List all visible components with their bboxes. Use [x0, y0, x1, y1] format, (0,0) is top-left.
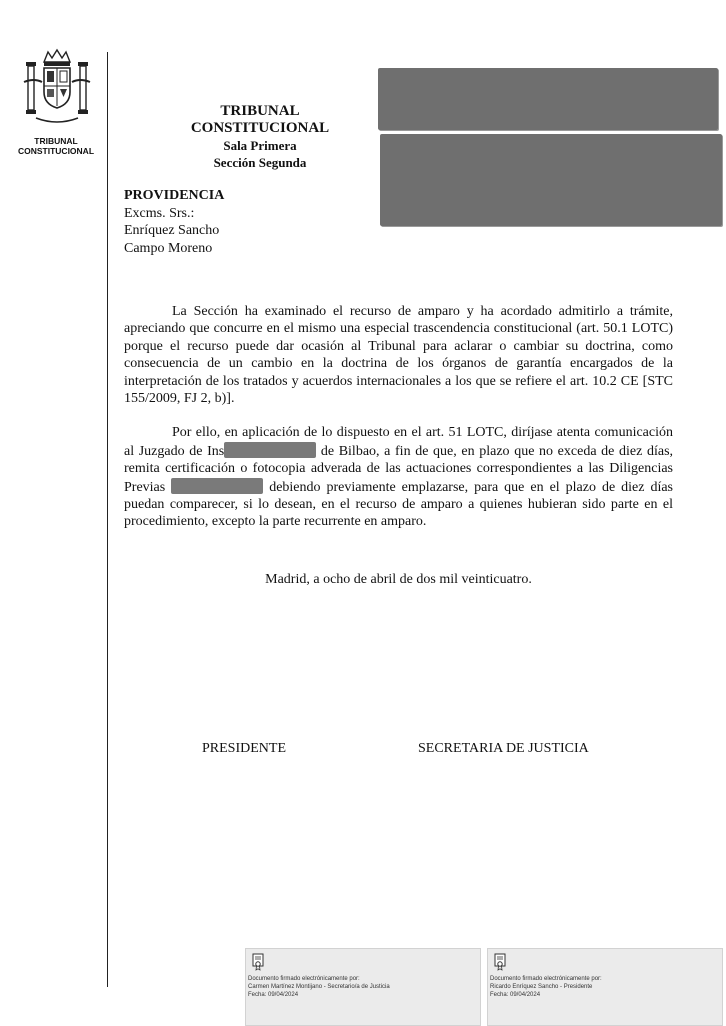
margin-divider [107, 52, 108, 987]
stamp-date: Fecha: 09/04/2024 [490, 992, 541, 998]
inline-redaction [171, 478, 263, 494]
document-date: Madrid, a ocho de abril de dos mil veinticuatro. [265, 572, 532, 587]
paragraph-text: de Bilbao, a fin de que, en plazo que no exceda de diez días, remita certificación o fotocopia adverada de las actuaciones correspondientes a las Diligencias Previas [124, 443, 674, 495]
court-title: TRIBUNAL CONSTITUCIONAL [190, 103, 330, 136]
magistrate-name: Enríquez Sancho [124, 223, 220, 238]
court-sala: Sala Primera [223, 138, 297, 153]
logo-caption [14, 136, 98, 156]
paragraph-text: debiendo previamente emplazarse, para que en el plazo de diez días puedan comparecer, si lo desean, en el recurso de amparo a quienes hubieran sido parte en el procedimiento, excepto la parte recurrente en amparo. [124, 479, 674, 530]
inline-redaction [224, 442, 316, 458]
signature-president: PRESIDENTE [202, 741, 286, 756]
paragraph-admission: La Sección ha examinado el recurso de amparo y ha acordado admitirlo a trámite, apreciando que concurre en el mismo una especial trascendencia constitucional (art. 50.1 LOTC) porque el recurso puede dar ocasión al Tribunal para aclarar o cambiar su doctrina, como consecuencia de un cambio en la doctrina de los órganos de garantía encargados de la interpretación de los tratados y acuerdos internacionales a los que se refiere el art. 10.2 CE [STC 155/2009, FJ 2, b)]. [124, 304, 673, 407]
stamp-signer: Carmen Martínez Montijano - Secretario/a de Justicia [248, 984, 390, 990]
signature-secretary: SECRETARIA DE JUSTICIA [418, 741, 589, 756]
magistrate-name: Campo Moreno [124, 240, 213, 256]
coat-of-arms-icon [22, 48, 92, 128]
stamp-date: Fecha: 09/04/2024 [248, 992, 299, 998]
signature-stamp [245, 948, 481, 1026]
logo-caption-line2: CONSTITUCIONAL [17, 146, 95, 156]
magistrates-label: Excms. Srs.: [124, 205, 195, 221]
paragraph-text: Por ello, en aplicación de lo dispuesto en el art. 51 LOTC, diríjase atenta comunicación al Juzgado de Ins [124, 425, 673, 459]
stamp-line: Documento firmado electrónicamente por: [490, 976, 602, 982]
stamp-line: Documento firmado electrónicamente por: [248, 976, 360, 982]
redaction-block [378, 68, 718, 130]
certificate-icon [494, 953, 506, 971]
certificate-icon [252, 953, 264, 971]
paragraph-communication [124, 424, 673, 530]
providencia-block [124, 187, 224, 257]
providencia-title: PROVIDENCIA [124, 188, 225, 203]
stamp-signer: Ricardo Enríquez Sancho - Presidente [490, 984, 593, 990]
logo-caption-line1: TRIBUNAL [34, 136, 78, 146]
document-body [124, 303, 673, 531]
court-header [150, 103, 370, 171]
signature-stamp [487, 948, 723, 1026]
redaction-block [380, 134, 722, 226]
court-seccion: Sección Segunda [213, 155, 307, 170]
